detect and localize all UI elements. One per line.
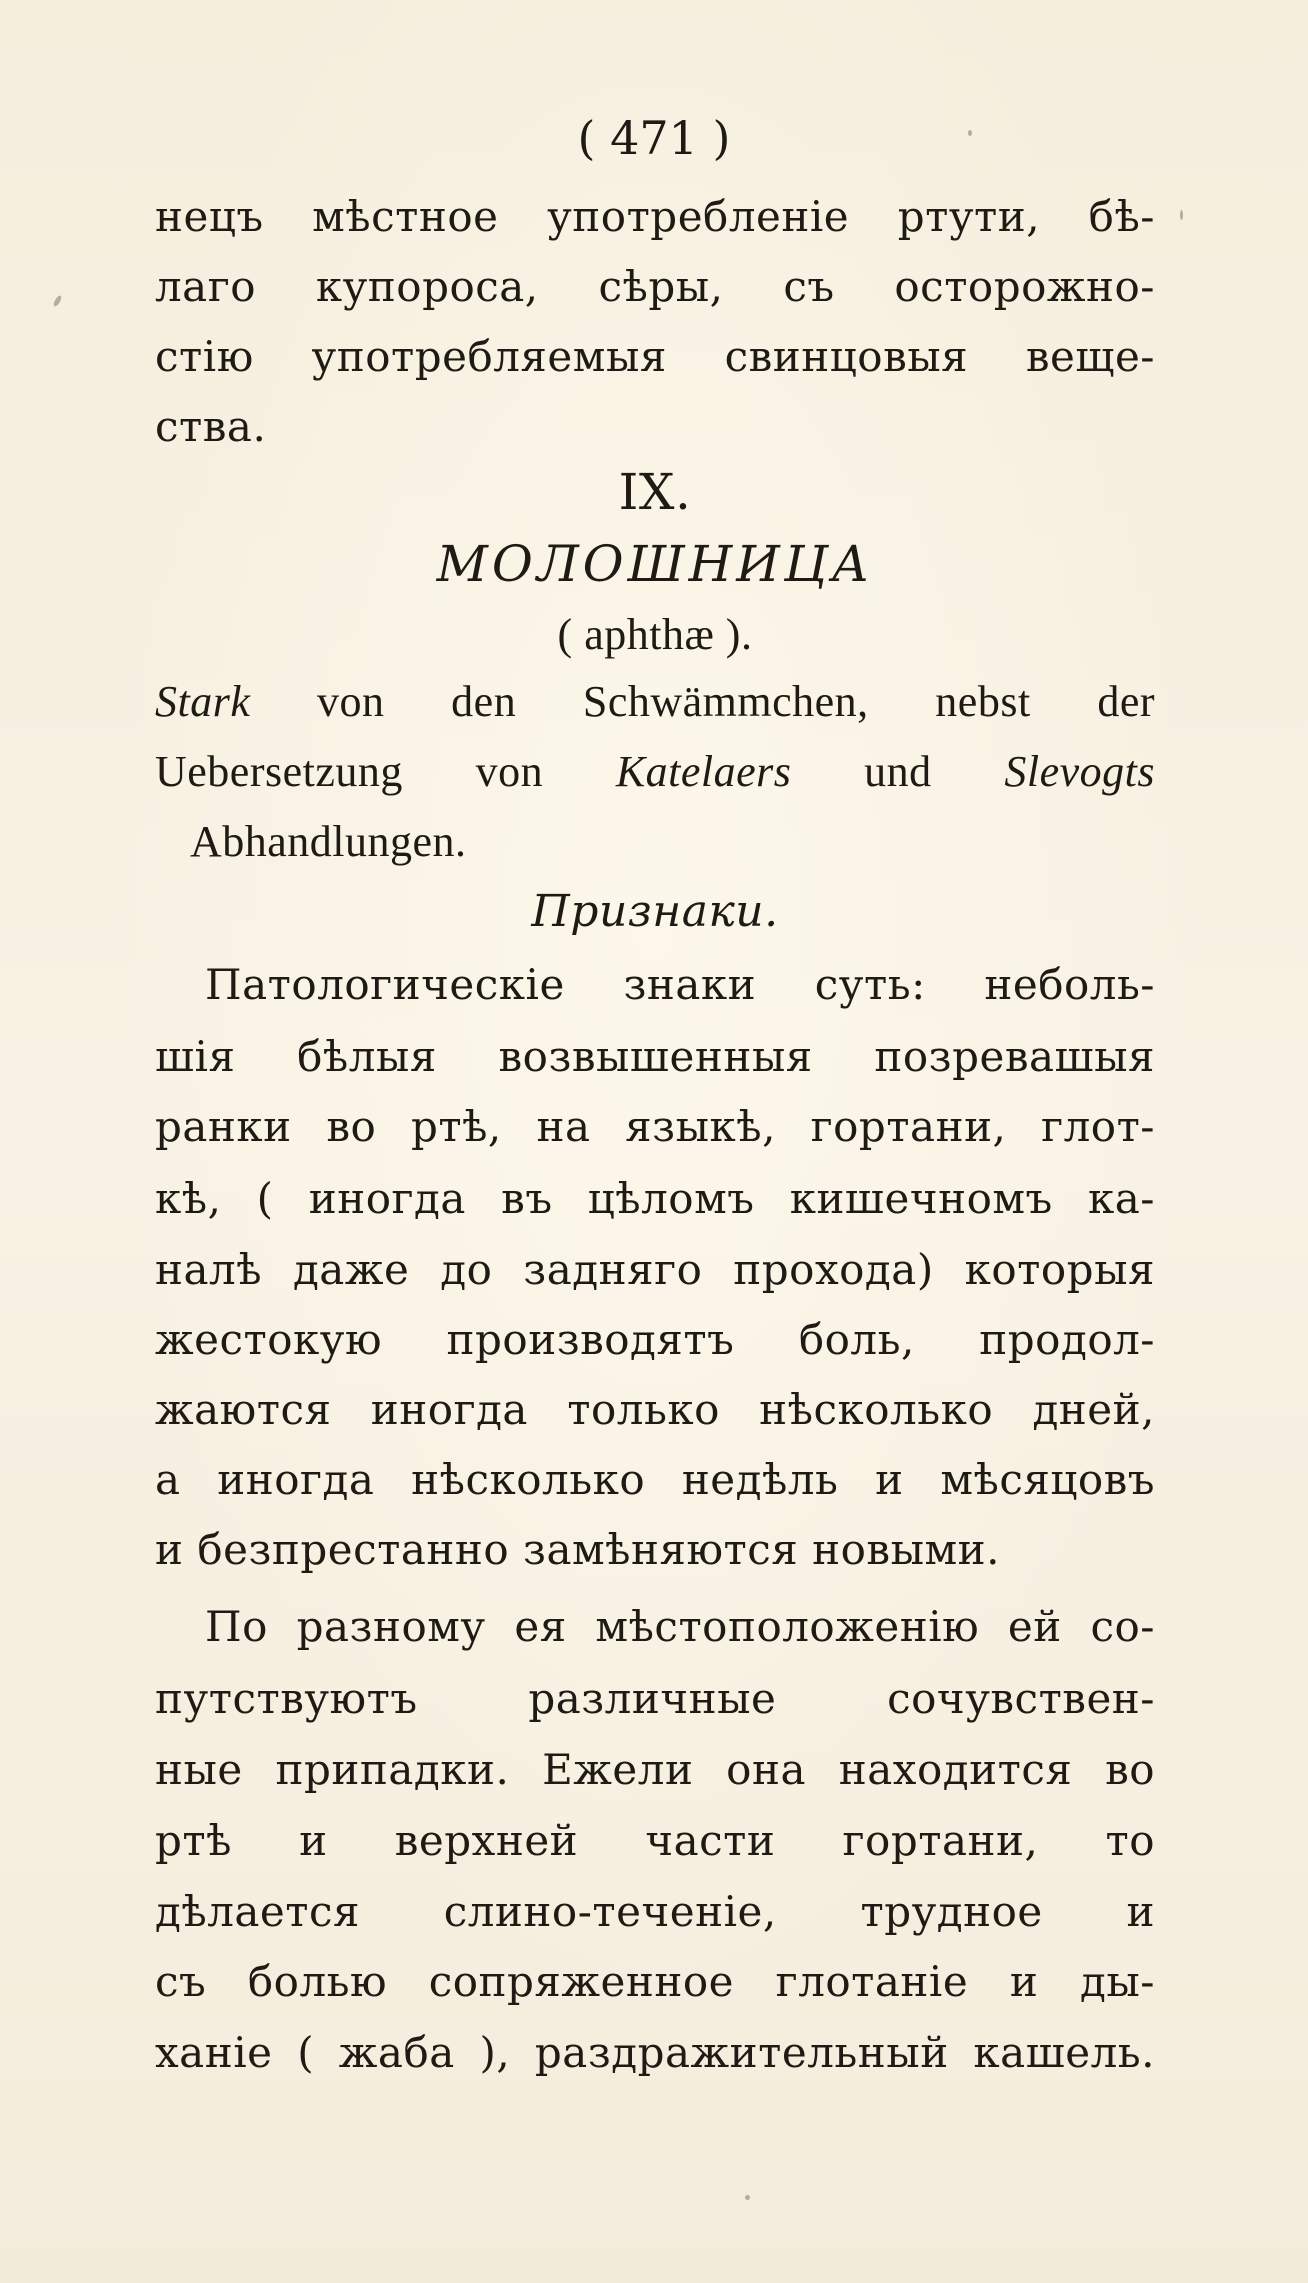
subheading: Признаки.	[531, 886, 779, 937]
section-latin-name: ( aphthæ ).	[557, 610, 753, 659]
text-line: По разному ея мѣстоположенію ей со-	[205, 1602, 1155, 1651]
reference-name: Slevogts	[1004, 747, 1156, 796]
text-line: ртѣ и верхней части гортани, то	[155, 1816, 1155, 1865]
reference-author: Stark	[155, 677, 251, 726]
text-line: путствуютъ различные сочувствен-	[155, 1674, 1155, 1723]
reference-line-2	[155, 745, 1155, 799]
text-line: съ болью сопряженное глотаніе и ды-	[155, 1957, 1155, 2006]
text-line: ства.	[155, 402, 267, 451]
section-title: МОЛОШНИЦА	[436, 535, 874, 593]
reference-line-3: Abhandlungen.	[190, 817, 467, 866]
reference-name: Katelaers	[615, 747, 792, 796]
reference-line-1	[155, 675, 1155, 729]
text-line: налѣ даже до задняго прохода) которыя	[155, 1245, 1155, 1294]
paper-speck	[745, 2195, 750, 2200]
paper-speck	[1180, 210, 1183, 220]
text-line: и безпрестанно замѣняются новыми.	[155, 1525, 1001, 1574]
text-line: жестокую производятъ боль, продол-	[155, 1315, 1155, 1364]
text-line: дѣлается слино-теченіе, трудное и	[155, 1887, 1155, 1936]
paper-speck	[968, 130, 972, 136]
text-line: а иногда нѣсколько недѣль и мѣсяцовъ	[155, 1455, 1155, 1504]
text-line: ханіе ( жаба ), раздражительный кашель.	[155, 2028, 1155, 2077]
section-number: IX.	[618, 463, 692, 521]
text-line: шія бѣлыя возвышенныя позревашыя	[155, 1032, 1155, 1081]
text-line: Патологическіе знаки суть: неболь-	[205, 960, 1155, 1009]
text-line: нецъ мѣстное употребленіе ртути, бѣ-	[155, 192, 1155, 241]
text-line: ные припадки. Ежели она находится во	[155, 1745, 1155, 1794]
text-line: стію употребляемыя свинцовыя веще-	[155, 332, 1155, 381]
reference-text: Uebersetzung von	[155, 747, 544, 796]
text-line: кѣ, ( иногда въ цѣломъ кишечномъ ка-	[155, 1174, 1155, 1223]
paper-speck	[52, 295, 62, 308]
text-line: жаются иногда только нѣсколько дней,	[155, 1385, 1155, 1434]
reference-text: von den Schwämmchen, nebst der	[317, 677, 1155, 726]
reference-text: und	[864, 747, 932, 796]
text-line: ранки во ртѣ, на языкѣ, гортани, глот-	[155, 1102, 1155, 1151]
text-line: лаго купороса, сѣры, съ осторожно-	[155, 262, 1155, 311]
page-number: ( 471 )	[577, 111, 731, 165]
